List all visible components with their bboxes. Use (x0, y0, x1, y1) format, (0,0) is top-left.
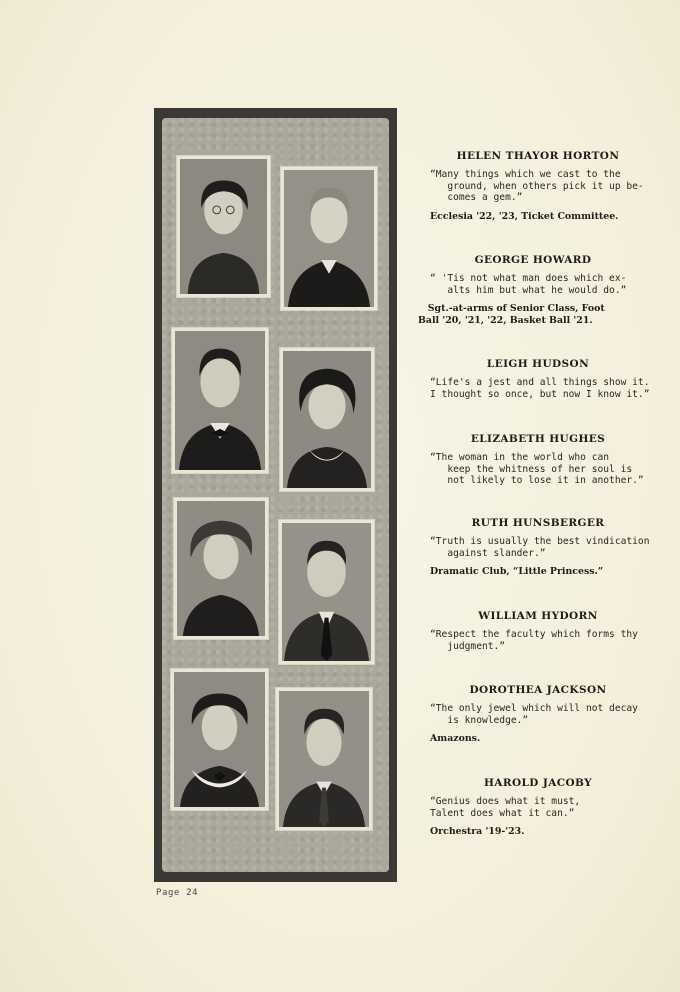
portrait-harold-jacoby (275, 687, 373, 831)
student-quote: “The woman in the world who can keep the whitness of her soul is not likely to lose it in another.” (430, 452, 644, 486)
student-quote: “Respect the faculty which forms thy judgment.” (430, 629, 638, 652)
student-name: WILLIAM HYDORN (478, 610, 598, 622)
page-number: Page 24 (156, 888, 199, 898)
portrait-helen-horton (176, 155, 271, 298)
student-activities: Ecclesia '22, '23, Ticket Committee. (430, 210, 619, 222)
portrait-william-hydorn (278, 519, 375, 665)
portrait-elizabeth-hughes (279, 347, 375, 492)
student-quote: “Genius does what it must, Talent does what it can.” (430, 796, 581, 819)
student-name: RUTH HUNSBERGER (471, 517, 605, 529)
student-quote: “ 'Tis not what man does which ex- alts him but what he would do.” (430, 273, 627, 296)
portrait-ruth-hunsberger (173, 497, 269, 640)
entry-helen-horton (430, 150, 646, 222)
student-name: ELIZABETH HUGHES (470, 433, 606, 445)
portrait-dorothea-jackson (170, 668, 269, 811)
student-activities: Orchestra '19-'23. (430, 826, 525, 837)
entry-dorothea-jackson (430, 684, 646, 745)
entry-leigh-hudson (430, 358, 650, 400)
portrait-leigh-hudson (171, 327, 269, 474)
student-quote: “Many things which we cast to the ground, when others pick it up be- comes a gem.” (430, 169, 644, 203)
portrait-george-howard (280, 166, 378, 311)
student-activities: Dramatic Club, “Little Princess.” (430, 566, 604, 577)
student-name: LEIGH HUDSON (486, 358, 590, 370)
entry-george-howard (418, 254, 648, 326)
student-name: GEORGE HOWARD (474, 254, 592, 266)
entry-harold-jacoby (430, 777, 646, 838)
entry-elizabeth-hughes (430, 433, 646, 487)
student-quote: “Life's a jest and all things show it. I thought so once, but now I know it.” (430, 377, 650, 400)
student-quote: “Truth is usually the best vindication against slander.” (430, 536, 650, 559)
student-name: HAROLD JACOBY (483, 777, 593, 789)
entry-ruth-hunsberger (430, 517, 650, 578)
student-quote: “The only jewel which will not decay is knowledge.” (430, 703, 638, 726)
student-activities: Sgt.-at-arms of Senior Class, Foot Ball '20, '21, '22, Basket Ball '21. (418, 303, 605, 326)
entry-william-hydorn (430, 610, 646, 652)
student-name: DOROTHEA JACKSON (469, 684, 607, 696)
student-name: HELEN THAYOR HORTON (456, 150, 620, 162)
student-activities: Amazons. (430, 733, 481, 744)
